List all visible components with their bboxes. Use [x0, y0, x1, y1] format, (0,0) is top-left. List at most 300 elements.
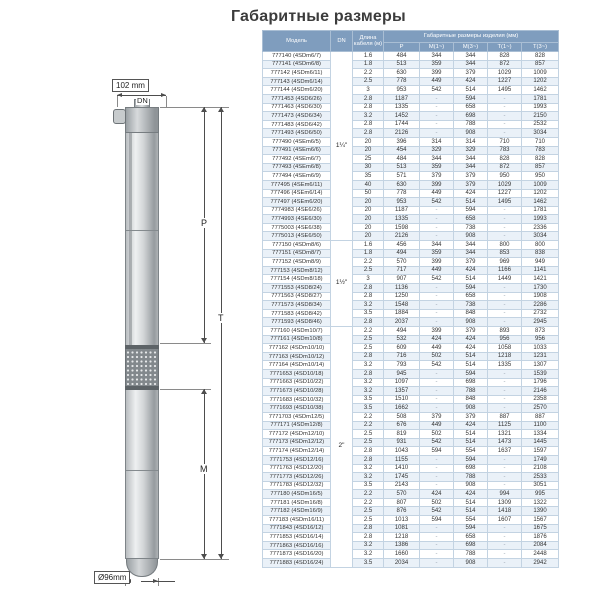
dim-ext-line	[166, 96, 167, 107]
dim-t2-cell: 1334	[522, 430, 559, 439]
table-row	[263, 473, 559, 482]
dim-t2-cell: 2146	[522, 387, 559, 396]
cable-length-cell: 3.2	[353, 112, 384, 121]
dim-m1-cell: 542	[420, 438, 454, 447]
dim-t2-cell: 1462	[522, 86, 559, 95]
cable-length-cell: 2.5	[353, 430, 384, 439]
dim-t1-cell: 956	[488, 335, 522, 344]
dim-m2-cell: 788	[454, 387, 488, 396]
dim-m1-cell: 449	[420, 344, 454, 353]
dim-m2-cell: 594	[454, 284, 488, 293]
dim-m2-cell: 908	[454, 318, 488, 327]
col-header-dn: DN	[331, 31, 353, 52]
dim-m2-cell: 908	[454, 232, 488, 241]
model-cell: 777495 (4SEm6/11)	[263, 180, 331, 189]
dim-t1-cell: -	[488, 309, 522, 318]
dim-m1-cell: -	[420, 284, 454, 293]
dim-p-cell: 807	[384, 498, 420, 507]
cable-length-cell: 3	[353, 275, 384, 284]
cable-length-cell: 3.5	[353, 481, 384, 490]
dim-t1-cell: -	[488, 369, 522, 378]
model-cell: 7774983 (4SE6/26)	[263, 206, 331, 215]
dim-t1-cell: -	[488, 387, 522, 396]
dim-m1-cell: 502	[420, 352, 454, 361]
dim-m2-cell: 424	[454, 266, 488, 275]
table-row	[263, 223, 559, 232]
dim-t1-cell: 710	[488, 137, 522, 146]
model-cell: 777496 (4SEm6/14)	[263, 189, 331, 198]
model-cell: 777161 (4SDm10/8)	[263, 335, 331, 344]
dim-m1-cell: 502	[420, 498, 454, 507]
dim-p-cell: 494	[384, 249, 420, 258]
dim-p-cell: 778	[384, 77, 420, 86]
dim-t1-cell: -	[488, 112, 522, 121]
cable-length-cell: 3	[353, 86, 384, 95]
table-row	[263, 309, 559, 318]
table-row	[263, 137, 559, 146]
dim-m1-cell: -	[420, 550, 454, 559]
dim-t1-cell: -	[488, 533, 522, 542]
dim-t2-cell: 1539	[522, 369, 559, 378]
cable-length-cell: 1.6	[353, 241, 384, 250]
dim-ext-line	[160, 559, 229, 560]
model-cell: 7771683 (4SD10/32)	[263, 395, 331, 404]
table-row	[263, 498, 559, 507]
dim-m2-cell: 554	[454, 447, 488, 456]
dim-t1-cell: 1495	[488, 86, 522, 95]
dim-t1-cell: 1227	[488, 77, 522, 86]
cable-length-cell: 1.8	[353, 249, 384, 258]
motor-seam	[126, 470, 158, 471]
dim-p-cell: 676	[384, 421, 420, 430]
table-row	[263, 60, 559, 69]
model-cell: 7771553 (4SD8/24)	[263, 284, 331, 293]
dim-t2-cell: 857	[522, 163, 559, 172]
dim-m2-cell: 344	[454, 60, 488, 69]
model-cell: 7771863 (4SD16/16)	[263, 541, 331, 550]
model-cell: 7775003 (4SE6/38)	[263, 223, 331, 232]
pump-drawing	[0, 0, 260, 600]
model-cell: 7774993 (4SE6/30)	[263, 215, 331, 224]
cable-length-cell: 3.2	[353, 550, 384, 559]
dim-t1-cell: -	[488, 481, 522, 490]
model-cell: 7771673 (4SD10/28)	[263, 387, 331, 396]
dim-t1-cell: -	[488, 318, 522, 327]
dim-p-label: P	[201, 218, 208, 228]
dim-t1-cell: -	[488, 232, 522, 241]
screen-rim-top	[125, 345, 159, 349]
table-row	[263, 344, 559, 353]
col-header-p: P	[384, 43, 420, 52]
cable-length-cell: 2.8	[353, 103, 384, 112]
dim-t2-cell: 783	[522, 146, 559, 155]
cable-length-cell: 25	[353, 155, 384, 164]
model-cell: 7771563 (4SD8/27)	[263, 292, 331, 301]
dim-m2-cell: 514	[454, 498, 488, 507]
table-row	[263, 369, 559, 378]
dim-t2-cell: 2286	[522, 301, 559, 310]
dim-t1-cell: 1607	[488, 516, 522, 525]
dim-arrow-icon	[218, 554, 224, 559]
dim-t2-cell: 1307	[522, 361, 559, 370]
dim-t2-cell: 3034	[522, 232, 559, 241]
dim-t2-cell: 2084	[522, 541, 559, 550]
dim-p-cell: 1335	[384, 103, 420, 112]
cable-length-cell: 30	[353, 163, 384, 172]
dim-m1-cell: 399	[420, 327, 454, 336]
dim-p-cell: 513	[384, 60, 420, 69]
dim-m2-cell: 908	[454, 129, 488, 138]
model-cell: 7771463 (4SD6/30)	[263, 103, 331, 112]
table-row	[263, 327, 559, 336]
dim-t2-cell: 1202	[522, 189, 559, 198]
dim-t1-cell: 1321	[488, 430, 522, 439]
dim-m1-cell: -	[420, 94, 454, 103]
dim-p-cell: 1218	[384, 533, 420, 542]
dim-p-cell: 717	[384, 266, 420, 275]
dim-m1-cell: -	[420, 112, 454, 121]
dim-p-cell: 2126	[384, 232, 420, 241]
dim-m1-cell: 424	[420, 335, 454, 344]
dim-m1-cell: -	[420, 524, 454, 533]
cable-length-cell: 35	[353, 172, 384, 181]
table-row	[263, 395, 559, 404]
cable-length-cell: 3.2	[353, 464, 384, 473]
dim-p-cell: 630	[384, 69, 420, 78]
dim-t1-cell: 800	[488, 241, 522, 250]
dim-m1-cell: 399	[420, 258, 454, 267]
model-cell: 777492 (4SEm6/7)	[263, 155, 331, 164]
model-cell: 777140 (4SDm6/7)	[263, 52, 331, 61]
cable-length-cell: 2.5	[353, 344, 384, 353]
dim-m2-cell: 788	[454, 473, 488, 482]
dn-cell: 1¼"	[331, 52, 353, 241]
model-cell: 7775013 (4SE6/50)	[263, 232, 331, 241]
dim-t1-cell: 783	[488, 146, 522, 155]
dim-p-cell: 1510	[384, 395, 420, 404]
table-row	[263, 249, 559, 258]
dim-t2-cell: 2533	[522, 473, 559, 482]
cable-length-cell: 20	[353, 223, 384, 232]
dim-p-cell: 1662	[384, 404, 420, 413]
dim-p-cell: 609	[384, 344, 420, 353]
dim-p-cell: 2143	[384, 481, 420, 490]
table-row	[263, 352, 559, 361]
dim-m2-cell: 424	[454, 421, 488, 430]
dim-m2-cell: 379	[454, 412, 488, 421]
dim-m1-cell: -	[420, 301, 454, 310]
model-cell: 7771593 (4SD8/46)	[263, 318, 331, 327]
dim-t1-cell: 1637	[488, 447, 522, 456]
dim-t1-cell: -	[488, 206, 522, 215]
dim-p-cell: 1452	[384, 112, 420, 121]
dim-p-cell: 456	[384, 241, 420, 250]
model-cell: 7771583 (4SD8/42)	[263, 309, 331, 318]
dim-arrow-icon	[218, 107, 224, 112]
dim-m2-cell: 379	[454, 180, 488, 189]
table-row	[263, 387, 559, 396]
cable-length-cell: 3.2	[353, 387, 384, 396]
dim-t2-cell: 2945	[522, 318, 559, 327]
dim-t2-cell: 1445	[522, 438, 559, 447]
dim-p-cell: 1410	[384, 464, 420, 473]
model-cell: 7771573 (4SD8/34)	[263, 301, 331, 310]
dim-t2-cell: 2336	[522, 223, 559, 232]
cable-length-cell: 2.8	[353, 447, 384, 456]
dimensions-table-body	[263, 52, 559, 568]
dim-m2-cell: 514	[454, 438, 488, 447]
model-cell: 777160 (4SDm10/7)	[263, 327, 331, 336]
dim-p-cell: 1081	[384, 524, 420, 533]
dim-m2-cell: 594	[454, 369, 488, 378]
dim-m1-cell: 359	[420, 163, 454, 172]
dim-t1-cell: 853	[488, 249, 522, 258]
model-cell: 7771843 (4SD16/12)	[263, 524, 331, 533]
dim-t2-cell: 1781	[522, 94, 559, 103]
dim-m1-cell: 379	[420, 412, 454, 421]
col-header-m1: М(1~)	[420, 43, 454, 52]
cable-length-cell: 20	[353, 146, 384, 155]
table-row	[263, 559, 559, 568]
cable-length-cell: 1.6	[353, 52, 384, 61]
dim-ext-line	[117, 96, 118, 107]
dim-p-cell: 630	[384, 180, 420, 189]
dim-m1-cell: 399	[420, 69, 454, 78]
dim-m1-cell: 399	[420, 180, 454, 189]
table-row	[263, 404, 559, 413]
dim-m1-cell: 379	[420, 172, 454, 181]
dim-m2-cell: 379	[454, 258, 488, 267]
model-cell: 777153 (4SDm8/12)	[263, 266, 331, 275]
dim-t2-cell: 2150	[522, 112, 559, 121]
dim-m2-cell: 698	[454, 541, 488, 550]
table-row	[263, 172, 559, 181]
dim-t1-cell: 994	[488, 490, 522, 499]
dim-t1-cell: 1227	[488, 189, 522, 198]
model-cell: 777180 (4SDm16/5)	[263, 490, 331, 499]
dim-m1-cell: -	[420, 215, 454, 224]
cable-length-cell: 2.8	[353, 533, 384, 542]
dim-m1-cell: 594	[420, 447, 454, 456]
dim-arrow-icon	[201, 107, 207, 112]
table-row	[263, 318, 559, 327]
dim-t1-cell: -	[488, 541, 522, 550]
page-title: Габаритные размеры	[231, 8, 406, 25]
dim-m2-cell: 698	[454, 464, 488, 473]
dim-t1-cell: 1335	[488, 361, 522, 370]
dim-p-cell: 953	[384, 86, 420, 95]
dim-m1-cell: 542	[420, 361, 454, 370]
dim-t1-cell: 950	[488, 172, 522, 181]
dim-m1-cell: -	[420, 309, 454, 318]
cable-length-cell: 20	[353, 215, 384, 224]
cable-length-cell: 2.8	[353, 129, 384, 138]
model-cell: 7771663 (4SD10/22)	[263, 378, 331, 387]
table-row	[263, 112, 559, 121]
dim-p-cell: 1155	[384, 455, 420, 464]
dim-t2-cell: 1202	[522, 77, 559, 86]
model-cell: 777163 (4SDm10/12)	[263, 352, 331, 361]
pump-seam	[126, 230, 158, 231]
dim-m2-cell: 788	[454, 120, 488, 129]
table-row	[263, 378, 559, 387]
dim-m1-cell: -	[420, 120, 454, 129]
dim-m1-cell: 449	[420, 77, 454, 86]
dim-arrow-icon	[201, 389, 207, 394]
model-cell: 777150 (4SDm8/6)	[263, 241, 331, 250]
cable-length-cell: 3.5	[353, 395, 384, 404]
dim-t1-cell: 1058	[488, 344, 522, 353]
cable-length-cell: 3.5	[353, 559, 384, 568]
dim-t1-cell: 1029	[488, 180, 522, 189]
cable-length-cell: 2.2	[353, 69, 384, 78]
dim-t1-cell: -	[488, 94, 522, 103]
dim-t1-cell: 887	[488, 412, 522, 421]
dim-p-cell: 876	[384, 507, 420, 516]
pump-intake-screen	[125, 345, 159, 390]
dim-dn-label: DN	[137, 96, 148, 105]
dim-m2-cell: 514	[454, 361, 488, 370]
dim-t2-cell: 2108	[522, 464, 559, 473]
dim-t2-cell: 887	[522, 412, 559, 421]
dim-m2-cell: 314	[454, 137, 488, 146]
model-cell: 777172 (4SDm12/10)	[263, 430, 331, 439]
cable-length-cell: 2.2	[353, 498, 384, 507]
table-row	[263, 241, 559, 250]
cable-length-cell: 2.5	[353, 507, 384, 516]
dim-p-cell: 793	[384, 361, 420, 370]
dim-p-cell: 1744	[384, 120, 420, 129]
table-row	[263, 533, 559, 542]
table-row	[263, 275, 559, 284]
model-cell: 7771763 (4SD12/20)	[263, 464, 331, 473]
table-row	[263, 430, 559, 439]
dim-t2-cell: 3034	[522, 129, 559, 138]
dim-t2-cell: 1231	[522, 352, 559, 361]
dim-t1-cell: -	[488, 120, 522, 129]
dim-m1-cell: -	[420, 387, 454, 396]
dim-p-cell: 484	[384, 155, 420, 164]
dim-m2-cell: 424	[454, 335, 488, 344]
dim-m2-cell: 908	[454, 404, 488, 413]
dim-t1-cell: -	[488, 103, 522, 112]
cable-length-cell: 2.8	[353, 524, 384, 533]
dim-t1-cell: -	[488, 292, 522, 301]
model-cell: 7771453 (4SD6/26)	[263, 94, 331, 103]
dim-p-cell: 1357	[384, 387, 420, 396]
dim-p-cell: 1250	[384, 292, 420, 301]
dim-m1-cell: -	[420, 369, 454, 378]
dim-p-cell: 508	[384, 412, 420, 421]
dim-t2-cell: 2358	[522, 395, 559, 404]
cable-length-cell: 2.2	[353, 490, 384, 499]
dim-t2-cell: 1100	[522, 421, 559, 430]
dim-t1-cell: -	[488, 455, 522, 464]
dim-t2-cell: 857	[522, 60, 559, 69]
dim-m1-cell: -	[420, 292, 454, 301]
dim-t1-cell: 1495	[488, 198, 522, 207]
dim-m2-cell: 848	[454, 309, 488, 318]
dim-p-cell: 1335	[384, 215, 420, 224]
model-cell: 7771753 (4SD12/16)	[263, 455, 331, 464]
dim-p-cell: 1548	[384, 301, 420, 310]
model-cell: 7771703 (4SDm12/5)	[263, 412, 331, 421]
dim-m1-cell: 542	[420, 507, 454, 516]
cable-length-cell: 20	[353, 198, 384, 207]
model-cell: 777144 (4SDm6/20)	[263, 86, 331, 95]
dim-m2-cell: 379	[454, 172, 488, 181]
dim-m2-cell: 594	[454, 206, 488, 215]
model-cell: 7771873 (4SD16/20)	[263, 550, 331, 559]
table-row	[263, 412, 559, 421]
col-header-t2: Т(3~)	[522, 43, 559, 52]
dim-m1-cell: -	[420, 404, 454, 413]
table-row	[263, 52, 559, 61]
dim-m2-cell: 738	[454, 301, 488, 310]
cable-length-cell: 20	[353, 137, 384, 146]
model-cell: 777181 (4SDm16/8)	[263, 498, 331, 507]
model-cell: 777171 (4SDm12/8)	[263, 421, 331, 430]
dim-t2-cell: 950	[522, 172, 559, 181]
dim-t2-cell: 1421	[522, 275, 559, 284]
model-cell: 777174 (4SDm12/14)	[263, 447, 331, 456]
table-row	[263, 301, 559, 310]
cable-length-cell: 20	[353, 206, 384, 215]
dim-t2-cell: 1322	[522, 498, 559, 507]
dim-m2-cell: 379	[454, 327, 488, 336]
model-cell: 777162 (4SDm10/10)	[263, 344, 331, 353]
dim-m2-cell: 658	[454, 533, 488, 542]
dim-p-cell: 953	[384, 198, 420, 207]
dim-m2-cell: 344	[454, 249, 488, 258]
dim-t2-cell: 1749	[522, 455, 559, 464]
dim-t2-cell: 1141	[522, 266, 559, 275]
table-row	[263, 284, 559, 293]
model-cell: 7771493 (4SD6/50)	[263, 129, 331, 138]
dim-p-cell: 819	[384, 430, 420, 439]
table-row	[263, 206, 559, 215]
dim-t1-cell: 828	[488, 155, 522, 164]
dim-t2-cell: 1390	[522, 507, 559, 516]
dim-m1-cell: 542	[420, 198, 454, 207]
table-row	[263, 490, 559, 499]
dim-t2-cell: 1462	[522, 198, 559, 207]
table-row	[263, 464, 559, 473]
cable-length-cell: 2.2	[353, 421, 384, 430]
dim-m2-cell: 424	[454, 490, 488, 499]
model-cell: 777151 (4SDm8/7)	[263, 249, 331, 258]
table-row	[263, 421, 559, 430]
dim-m2-cell: 658	[454, 292, 488, 301]
dim-m1-cell: 449	[420, 421, 454, 430]
dim-t1-cell: -	[488, 378, 522, 387]
dim-m2-cell: 908	[454, 559, 488, 568]
cable-length-cell: 2.8	[353, 94, 384, 103]
dim-p-cell: 570	[384, 258, 420, 267]
dim-t1-cell: 1473	[488, 438, 522, 447]
dim-ext-line	[158, 578, 159, 586]
table-row	[263, 361, 559, 370]
dim-m1-cell: -	[420, 232, 454, 241]
col-header-model: Модель	[263, 31, 331, 52]
cable-length-cell: 2.8	[353, 120, 384, 129]
table-row	[263, 481, 559, 490]
dim-p-cell: 513	[384, 163, 420, 172]
dim-p-cell: 454	[384, 146, 420, 155]
dim-t1-cell: -	[488, 550, 522, 559]
dim-m1-cell: 344	[420, 241, 454, 250]
dim-p-cell: 2037	[384, 318, 420, 327]
